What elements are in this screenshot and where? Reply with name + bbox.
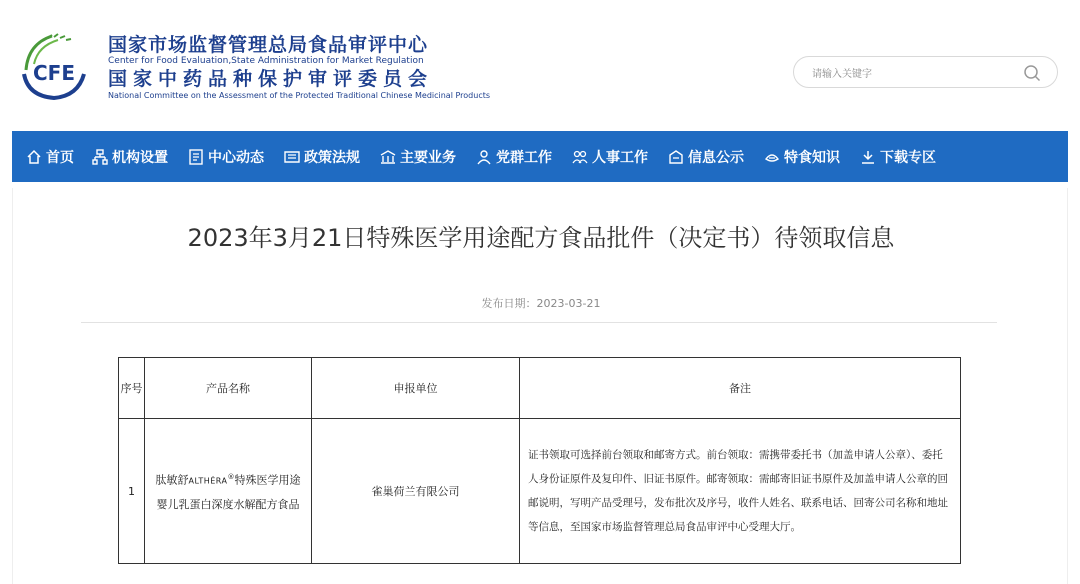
publish-date-label: 发布日期：	[481, 297, 537, 310]
nav-label: 机构设置	[112, 149, 168, 166]
nav-label: 特食知识	[784, 149, 840, 166]
nav-item-news[interactable]	[188, 131, 274, 182]
registered-mark: ®	[227, 472, 235, 481]
product-rest: 特殊医学用途婴儿乳蛋白深度水解配方食品	[156, 473, 301, 512]
brand-block	[108, 34, 548, 101]
table-header-row	[119, 358, 961, 419]
nav-label: 中心动态	[208, 149, 264, 166]
nav-label: 党群工作	[496, 149, 552, 166]
license-table	[118, 357, 961, 564]
nav-item-home[interactable]	[12, 131, 84, 182]
site-header	[0, 0, 1080, 130]
nav-label: 主要业务	[400, 149, 456, 166]
article-title: 2023年3月21日特殊医学用途配方食品批件（决定书）待领取信息	[187, 224, 895, 252]
header-applicant: 申报单位	[312, 358, 520, 419]
header-remark: 备注	[520, 358, 961, 419]
header-index: 序号	[119, 358, 145, 419]
document-icon	[188, 149, 204, 165]
site-subtitle-en: National Committee on the Assessment of the Protected Traditional Chinese Medicinal Products	[108, 91, 491, 100]
logo-text: CFE	[32, 61, 76, 85]
nav-label: 人事工作	[592, 149, 648, 166]
nav-item-knowledge[interactable]	[764, 131, 850, 182]
article-panel	[12, 188, 1068, 584]
search-input[interactable]	[810, 63, 1014, 85]
download-icon	[860, 149, 876, 165]
cell-index: 1	[119, 419, 145, 564]
product-brand: ALTHÉRA	[188, 476, 228, 486]
table-row	[119, 419, 961, 564]
main-nav	[12, 131, 1068, 182]
nav-item-personnel[interactable]	[572, 131, 658, 182]
notice-icon	[668, 149, 684, 165]
nav-item-party[interactable]	[476, 131, 562, 182]
cfe-logo[interactable]	[18, 30, 90, 102]
nav-label: 下载专区	[880, 149, 936, 166]
policy-icon	[284, 149, 300, 165]
building-icon	[380, 149, 396, 165]
search-box	[793, 56, 1058, 88]
remark-text: 证书领取可选择前台领取和邮寄方式。前台领取：需携带委托书（加盖申请人公章）、委托人身份证原件及复印件、旧证书原件。邮寄领取：需邮寄旧证书原件及加盖申请人公章的回邮说明，写明产品受理号，发布批次及序号，收件人姓名、联系电话、回寄公司名称和地址等信息，至国家市场监督管理总局食品审评中心受理大厅。	[528, 449, 948, 533]
site-title-cn: 国家市场监督管理总局食品审评中心	[108, 34, 429, 56]
search-icon[interactable]	[1023, 64, 1041, 82]
person-icon	[476, 149, 492, 165]
nav-item-disclosure[interactable]	[668, 131, 754, 182]
knowledge-icon	[764, 149, 780, 165]
site-title-en: Center for Food Evaluation,State Administration for Market Regulation	[108, 56, 424, 66]
divider	[81, 322, 997, 323]
cell-remark	[520, 419, 961, 564]
publish-date-value: 2023-03-21	[536, 297, 601, 310]
nav-label: 首页	[46, 149, 74, 166]
site-subtitle-cn: 国家中药品种保护审评委员会	[108, 68, 434, 90]
publish-date	[13, 295, 1069, 311]
nav-label: 政策法规	[304, 149, 360, 166]
nav-item-policy[interactable]	[284, 131, 370, 182]
nav-label: 信息公示	[688, 149, 744, 166]
product-prefix: 肽敏舒	[155, 473, 189, 487]
nav-item-business[interactable]	[380, 131, 466, 182]
cell-applicant: 雀巢荷兰有限公司	[312, 419, 520, 564]
home-icon	[26, 149, 42, 165]
people-icon	[572, 149, 588, 165]
nav-item-organization[interactable]	[92, 131, 178, 182]
product-name	[145, 465, 311, 518]
cell-product	[145, 419, 312, 564]
header-product: 产品名称	[145, 358, 312, 419]
org-chart-icon	[92, 149, 108, 165]
nav-item-download[interactable]	[860, 131, 946, 182]
